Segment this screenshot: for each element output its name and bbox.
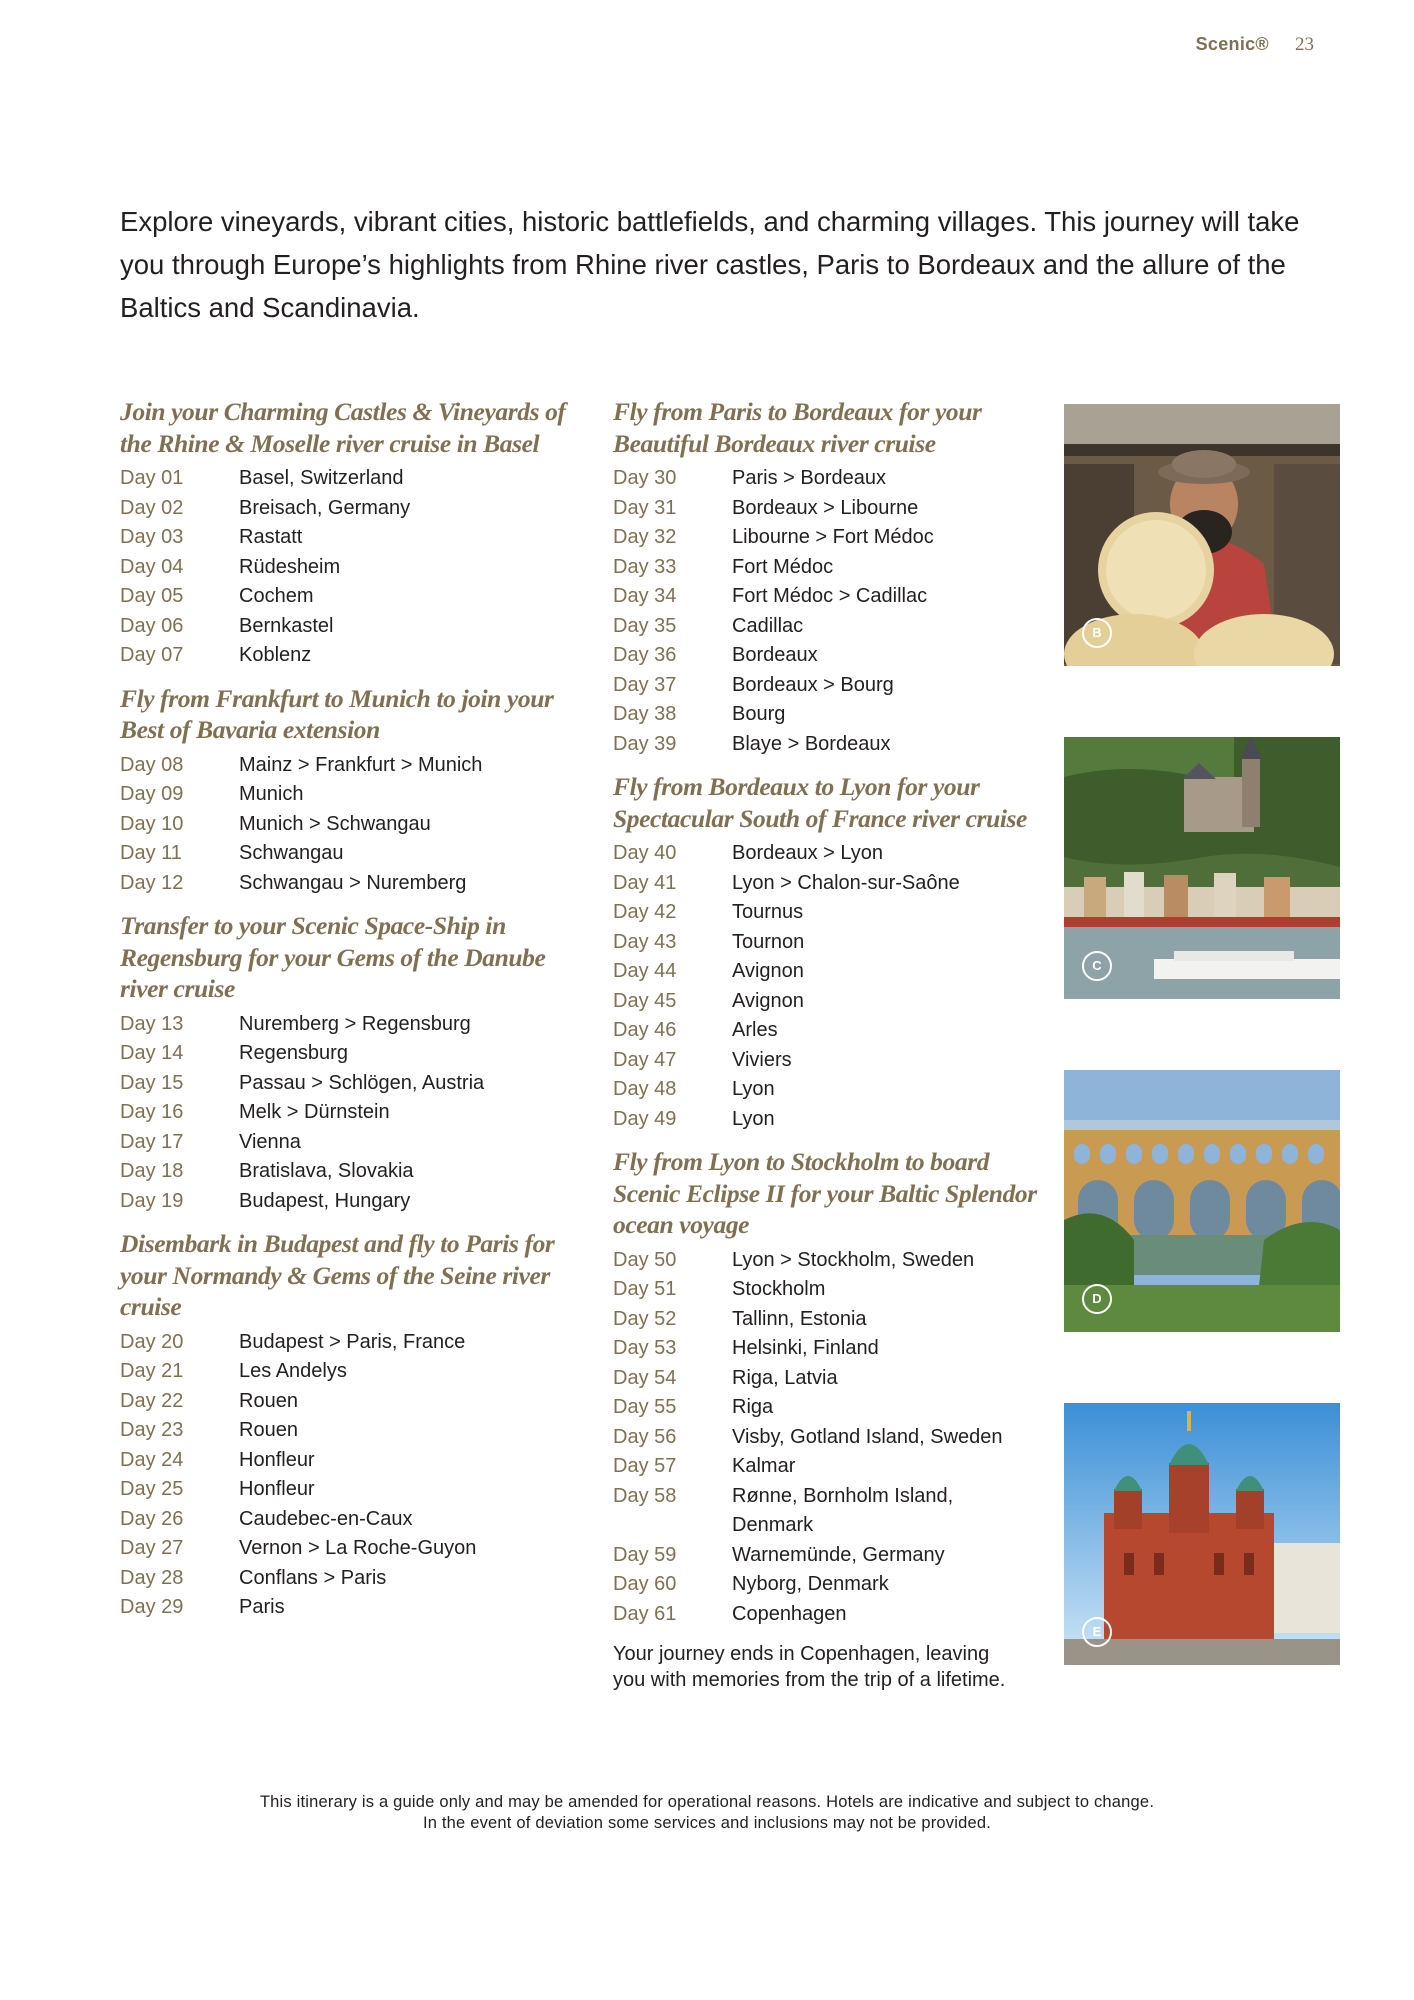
day-number: Day 07 <box>120 644 184 666</box>
photo-cochem-castle <box>1064 737 1340 999</box>
itinerary-section <box>120 683 570 899</box>
day-row <box>613 839 1043 869</box>
day-place: Bordeaux <box>732 644 818 666</box>
day-row <box>120 494 570 524</box>
day-number: Day 25 <box>120 1478 184 1500</box>
day-number: Day 29 <box>120 1596 184 1618</box>
day-place: Conflans > Paris <box>239 1566 387 1589</box>
day-number: Day 40 <box>613 842 677 864</box>
day-place: Cadillac <box>732 614 804 637</box>
day-number: Day 06 <box>120 614 184 637</box>
day-row <box>120 1010 570 1040</box>
day-row <box>613 1452 1043 1482</box>
day-place: Budapest > Paris, France <box>239 1330 466 1353</box>
day-place: Bordeaux > Libourne <box>732 496 919 519</box>
day-row <box>120 523 570 553</box>
day-row <box>613 641 1043 671</box>
day-place: Viviers <box>732 1048 792 1071</box>
photo-badge: E <box>1082 1617 1112 1647</box>
itinerary-section <box>120 910 570 1216</box>
day-row <box>120 1357 570 1387</box>
day-row <box>613 1046 1043 1076</box>
day-number: Day 08 <box>120 753 184 776</box>
day-number: Day 14 <box>120 1042 184 1064</box>
itinerary-section <box>120 396 570 671</box>
day-row <box>613 1246 1043 1276</box>
day-place: Riga <box>732 1396 774 1418</box>
day-row <box>120 1505 570 1535</box>
disclaimer-line-1: This itinerary is a guide only and may be amended for operational reasons. Hotels are indicative and subject to change. <box>259 1793 1155 1811</box>
itinerary-section <box>120 1228 570 1623</box>
day-place: Schwangau > Nuremberg <box>239 871 467 894</box>
disclaimer <box>0 1792 1414 1834</box>
day-number: Day 46 <box>613 1019 677 1041</box>
section-title: Disembark in Budapest and fly to Paris for your Normandy & Gems of the Seine river cruise <box>120 1229 555 1321</box>
day-place: Bratislava, Slovakia <box>239 1160 414 1182</box>
day-row <box>613 582 1043 612</box>
brand-logo: Scenic® <box>1195 34 1269 54</box>
day-place: Blaye > Bordeaux <box>732 732 891 755</box>
day-place: Rouen <box>239 1389 298 1412</box>
day-number: Day 33 <box>613 555 677 578</box>
photo-badge: C <box>1082 951 1112 981</box>
day-row <box>613 523 1043 553</box>
section-title: Join your Charming Castles & Vineyards of the Rhine & Moselle river cruise in Basel <box>120 397 566 458</box>
day-place: Rastatt <box>239 526 303 548</box>
day-number: Day 13 <box>120 1012 184 1035</box>
day-row <box>120 1157 570 1187</box>
day-place: Bernkastel <box>239 614 334 637</box>
day-row <box>120 1187 570 1217</box>
day-place: Vienna <box>239 1130 301 1153</box>
photo-badge: B <box>1082 618 1112 648</box>
day-row <box>613 700 1043 730</box>
day-number: Day 61 <box>613 1602 677 1625</box>
day-row <box>120 1534 570 1564</box>
day-number: Day 10 <box>120 812 184 835</box>
day-row <box>120 1128 570 1158</box>
day-number: Day 27 <box>120 1537 184 1559</box>
day-row <box>613 1570 1043 1600</box>
day-row <box>613 1105 1043 1135</box>
day-place: Basel, Switzerland <box>239 467 404 489</box>
day-number: Day 56 <box>613 1425 677 1448</box>
day-number: Day 03 <box>120 526 184 548</box>
day-row <box>613 898 1043 928</box>
day-number: Day 30 <box>613 467 677 489</box>
day-place: Riga, Latvia <box>732 1366 838 1389</box>
day-number: Day 54 <box>613 1366 677 1389</box>
day-number: Day 37 <box>613 673 677 696</box>
day-row <box>120 1475 570 1505</box>
day-place: Fort Médoc > Cadillac <box>732 585 928 607</box>
day-row <box>613 928 1043 958</box>
section-title: Transfer to your Scenic Space-Ship in Regensburg for your Gems of the Danube river cruise <box>120 911 546 1003</box>
day-number: Day 53 <box>613 1337 677 1359</box>
day-number: Day 12 <box>120 871 184 894</box>
day-place: Passau > Schlögen, Austria <box>239 1071 485 1094</box>
day-row <box>613 1393 1043 1423</box>
itinerary-column-left <box>120 396 570 1635</box>
day-row <box>613 671 1043 701</box>
day-number: Day 28 <box>120 1566 184 1589</box>
day-number: Day 05 <box>120 585 184 607</box>
day-number: Day 41 <box>613 871 677 894</box>
day-row <box>120 641 570 671</box>
day-place: Libourne > Fort Médoc <box>732 526 934 548</box>
day-row <box>120 582 570 612</box>
day-place: Rüdesheim <box>239 555 341 578</box>
day-number: Day 57 <box>613 1455 677 1477</box>
day-place: Copenhagen <box>732 1602 847 1625</box>
day-place: Paris > Bordeaux <box>732 467 886 489</box>
day-place: Vernon > La Roche-Guyon <box>239 1537 477 1559</box>
day-row <box>120 1387 570 1417</box>
day-row <box>120 553 570 583</box>
day-place: Honfleur <box>239 1448 315 1471</box>
itinerary-section <box>613 1146 1043 1629</box>
day-row <box>120 1039 570 1069</box>
day-row <box>120 869 570 899</box>
day-row <box>120 1416 570 1446</box>
day-place: Munich > Schwangau <box>239 812 431 835</box>
day-place: Paris <box>239 1596 285 1618</box>
day-place: Bordeaux > Bourg <box>732 673 894 696</box>
day-number: Day 31 <box>613 496 677 519</box>
day-number: Day 44 <box>613 960 677 982</box>
day-row <box>613 1423 1043 1453</box>
day-number: Day 45 <box>613 989 677 1012</box>
section-title: Fly from Bordeaux to Lyon for your Spectacular South of France river cruise <box>613 772 1027 833</box>
day-place: Les Andelys <box>239 1360 347 1382</box>
day-row <box>613 494 1043 524</box>
day-number: Day 26 <box>120 1507 184 1530</box>
day-row <box>120 780 570 810</box>
day-number: Day 32 <box>613 526 677 548</box>
day-number: Day 58 <box>613 1484 677 1507</box>
day-place: Koblenz <box>239 644 312 666</box>
day-row <box>613 553 1043 583</box>
day-number: Day 34 <box>613 585 677 607</box>
day-number: Day 11 <box>120 842 182 864</box>
day-row <box>613 1016 1043 1046</box>
itinerary-section <box>613 771 1043 1134</box>
photo-cheese-vendor <box>1064 404 1340 666</box>
day-row <box>120 464 570 494</box>
day-row <box>613 730 1043 760</box>
day-number: Day 36 <box>613 644 677 666</box>
day-row <box>613 1275 1043 1305</box>
day-row <box>613 1364 1043 1394</box>
day-row <box>613 464 1043 494</box>
day-row <box>120 1564 570 1594</box>
day-number: Day 42 <box>613 901 677 923</box>
day-row <box>120 1098 570 1128</box>
day-number: Day 48 <box>613 1078 677 1100</box>
day-place: Lyon <box>732 1078 775 1100</box>
day-row <box>613 1600 1043 1630</box>
day-place: Schwangau <box>239 842 344 864</box>
day-place: Tournon <box>732 930 805 953</box>
day-row <box>120 839 570 869</box>
day-place: Kalmar <box>732 1455 796 1477</box>
day-number: Day 18 <box>120 1160 184 1182</box>
day-number: Day 39 <box>613 732 677 755</box>
day-place: Warnemünde, Germany <box>732 1543 945 1566</box>
day-row <box>613 1305 1043 1335</box>
disclaimer-line-2: In the event of deviation some services and inclusions may not be provided. <box>422 1814 992 1832</box>
intro-paragraph: Explore vineyards, vibrant cities, historic battlefields, and charming villages. This journey will take you through Europe’s highlights from Rhine river castles, Paris to Bordeaux and the allure of the Baltics and Scandinavia. <box>120 206 1300 323</box>
day-place: Caudebec-en-Caux <box>239 1507 413 1530</box>
day-place: Avignon <box>732 989 804 1012</box>
day-place: Budapest, Hungary <box>239 1189 411 1212</box>
photo-pont-du-gard <box>1064 1070 1340 1332</box>
day-row <box>613 1482 1043 1541</box>
day-place: Helsinki, Finland <box>732 1337 879 1359</box>
day-place: Lyon > Chalon-sur-Saône <box>732 871 960 894</box>
day-place: Bourg <box>732 703 786 725</box>
day-row <box>613 987 1043 1017</box>
day-place: Munich <box>239 783 304 805</box>
day-place: Rønne, Bornholm Island, Denmark <box>732 1484 954 1536</box>
day-number: Day 22 <box>120 1389 184 1412</box>
day-number: Day 19 <box>120 1189 184 1212</box>
itinerary-column-middle <box>613 396 1043 1693</box>
day-place: Lyon <box>732 1107 775 1130</box>
day-place: Rouen <box>239 1419 298 1441</box>
photo-uspenski-cathedral <box>1064 1403 1340 1665</box>
day-row <box>613 1075 1043 1105</box>
day-number: Day 60 <box>613 1573 677 1595</box>
day-place: Bordeaux > Lyon <box>732 842 884 864</box>
day-number: Day 09 <box>120 783 184 805</box>
day-number: Day 49 <box>613 1107 677 1130</box>
day-number: Day 04 <box>120 555 184 578</box>
day-row <box>120 612 570 642</box>
day-place: Breisach, Germany <box>239 496 411 519</box>
page-number: 23 <box>1295 34 1314 55</box>
day-place: Cochem <box>239 585 314 607</box>
day-row <box>613 1334 1043 1364</box>
day-row <box>613 957 1043 987</box>
day-place: Mainz > Frankfurt > Munich <box>239 753 483 776</box>
day-place: Honfleur <box>239 1478 315 1500</box>
day-number: Day 20 <box>120 1330 184 1353</box>
day-row <box>613 612 1043 642</box>
day-number: Day 43 <box>613 930 677 953</box>
day-place: Regensburg <box>239 1042 348 1064</box>
section-title: Fly from Frankfurt to Munich to join your Best of Bavaria extension <box>120 683 554 744</box>
day-place: Avignon <box>732 960 804 982</box>
day-number: Day 38 <box>613 703 677 725</box>
day-row <box>613 1541 1043 1571</box>
day-place: Melk > Dürnstein <box>239 1101 390 1123</box>
day-row <box>120 1069 570 1099</box>
day-row <box>120 1593 570 1623</box>
day-number: Day 17 <box>120 1130 184 1153</box>
section-title: Fly from Paris to Bordeaux for your Beautiful Bordeaux river cruise <box>613 397 982 458</box>
day-row <box>120 1446 570 1476</box>
day-number: Day 51 <box>613 1278 677 1300</box>
day-place: Stockholm <box>732 1278 826 1300</box>
day-number: Day 21 <box>120 1360 184 1382</box>
day-row <box>120 1328 570 1358</box>
day-number: Day 02 <box>120 496 184 519</box>
day-number: Day 35 <box>613 614 677 637</box>
day-place: Fort Médoc <box>732 555 834 578</box>
day-number: Day 16 <box>120 1101 184 1123</box>
day-number: Day 55 <box>613 1396 677 1418</box>
day-number: Day 50 <box>613 1248 677 1271</box>
photo-badge: D <box>1082 1284 1112 1314</box>
day-place: Arles <box>732 1019 778 1041</box>
section-title: Fly from Lyon to Stockholm to board Scenic Eclipse II for your Baltic Splendor ocean voyage <box>613 1147 1037 1239</box>
day-number: Day 59 <box>613 1543 677 1566</box>
day-place: Nyborg, Denmark <box>732 1573 889 1595</box>
day-number: Day 52 <box>613 1307 677 1330</box>
day-number: Day 23 <box>120 1419 184 1441</box>
day-number: Day 15 <box>120 1071 184 1094</box>
day-place: Nuremberg > Regensburg <box>239 1012 471 1035</box>
day-row <box>120 810 570 840</box>
day-number: Day 24 <box>120 1448 184 1471</box>
day-number: Day 01 <box>120 467 184 489</box>
day-row <box>120 751 570 781</box>
day-place: Tournus <box>732 901 804 923</box>
page-header <box>1196 34 1314 56</box>
itinerary-section <box>613 396 1043 759</box>
day-row <box>613 869 1043 899</box>
day-place: Lyon > Stockholm, Sweden <box>732 1248 975 1271</box>
closing-text: Your journey ends in Copenhagen, leaving you with memories from the trip of a lifetime. <box>613 1643 1006 1691</box>
day-number: Day 47 <box>613 1048 677 1071</box>
day-place: Visby, Gotland Island, Sweden <box>732 1425 1003 1448</box>
day-place: Tallinn, Estonia <box>732 1307 867 1330</box>
